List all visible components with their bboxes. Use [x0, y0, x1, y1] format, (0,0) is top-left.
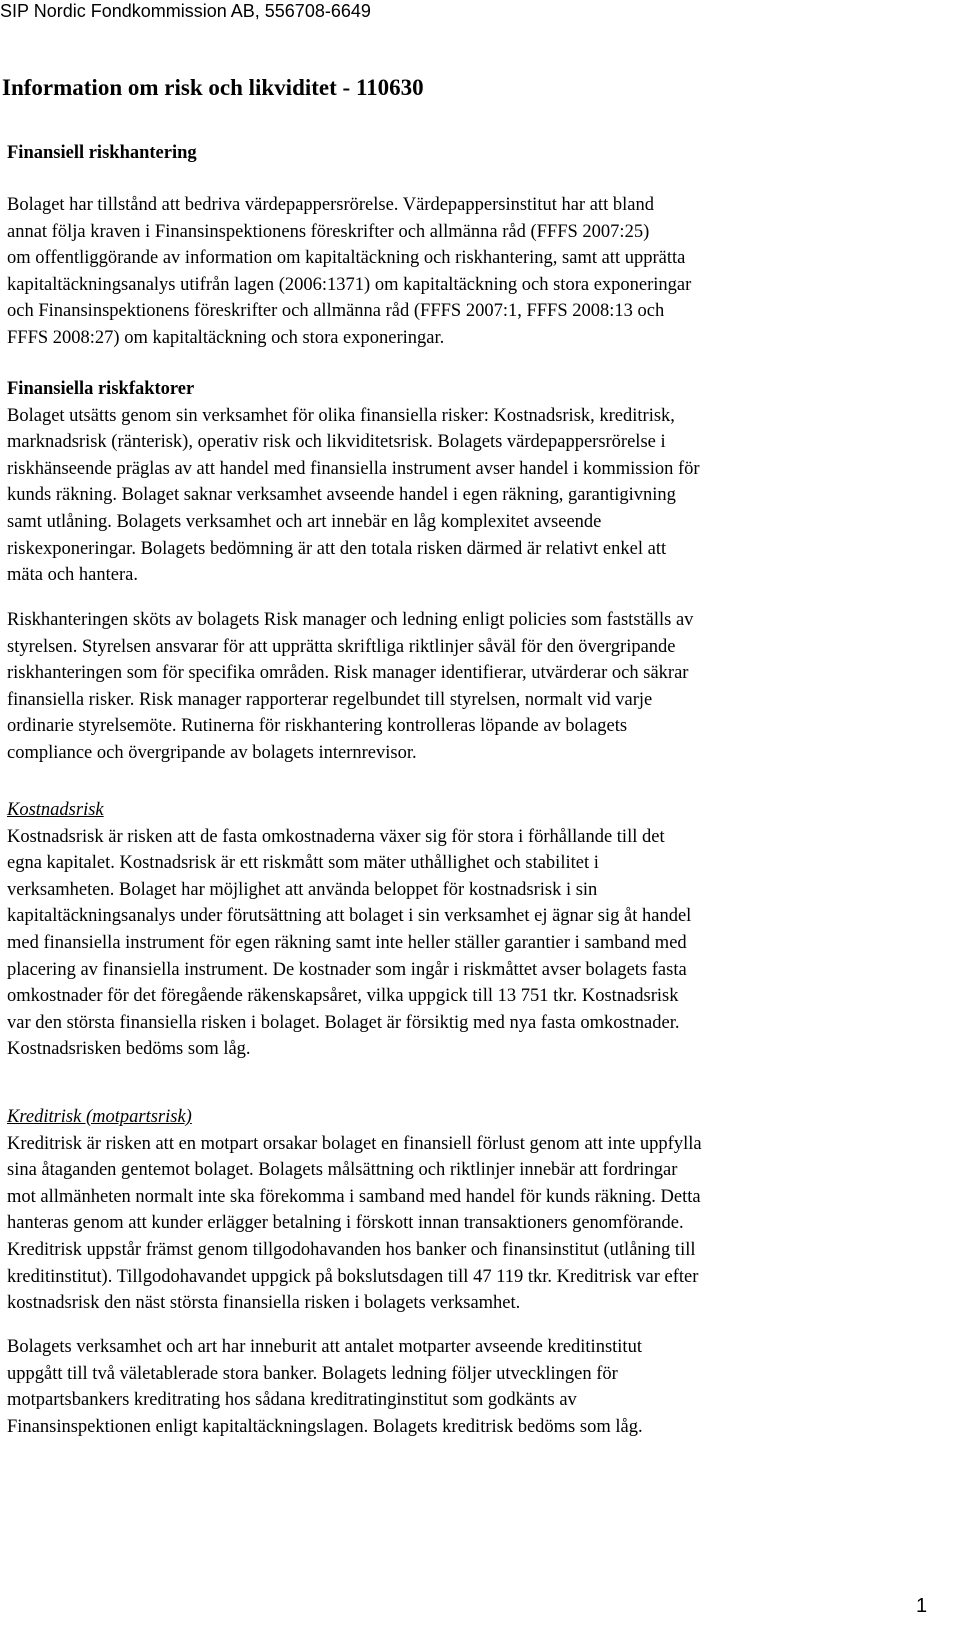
text-line: kostnadsrisk den näst största finansiella risken i bolagets verksamhet.: [7, 1293, 521, 1314]
text-line: riskexponeringar. Bolagets bedömning är att den totala risken därmed är relativt enkel att: [7, 538, 667, 559]
text-line: placering av finansiella instrument. De kostnader som ingår i riskmåttet avser bolagets fasta: [7, 959, 687, 980]
paragraph-intro: [7, 192, 907, 352]
text-line: mäta och hantera.: [7, 565, 138, 586]
text-line: uppgått till två väletablerade stora banker. Bolagets ledning följer utvecklingen för: [7, 1363, 618, 1384]
text-line: ordinarie styrelsemöte. Rutinerna för riskhantering kontrolleras löpande av bolagets: [7, 716, 628, 737]
section-kreditrisk: [7, 1104, 907, 1317]
text-line: styrelsen. Styrelsen ansvarar för att upprätta skriftliga riktlinjer såväl för den övergripande: [7, 636, 676, 657]
text-line: om offentliggörande av information om kapitaltäckning och riskhantering, samt att upprätta: [7, 248, 686, 269]
text-line: Kostnadsrisk är risken att de fasta omkostnaderna växer sig för stora i förhållande till det: [7, 826, 665, 847]
text-line: Bolaget har tillstånd att bedriva värdepappersrörelse. Värdepappersinstitut har att bland: [7, 195, 654, 215]
text-line: och Finansinspektionens föreskrifter och allmänna råd (FFFS 2007:1, FFFS 2008:13 och: [7, 301, 665, 322]
company-header: SIP Nordic Fondkommission AB, 556708-6649: [0, 1, 371, 21]
text-line: kapitaltäckningsanalys under förutsättning att bolaget i sin verksamhet ej ägnar sig åt handel: [7, 906, 692, 927]
section-title-finansiell-riskhantering: Finansiell riskhantering: [7, 143, 197, 163]
text-line: egna kapitalet. Kostnadsrisk är ett riskmått som mäter uthållighet och stabilitet i: [7, 853, 599, 874]
text-line: kapitaltäckningsanalys utifrån lagen (2006:1371) om kapitaltäckning och stora exponeringar: [7, 274, 692, 295]
section-kostnadsrisk: [7, 797, 907, 1063]
text-line: var den största finansiella risken i bolaget. Bolaget är försiktig med nya fasta omkostnader.: [7, 1012, 680, 1033]
text-line: compliance och övergripande av bolagets internrevisor.: [7, 742, 417, 763]
text-line: Bolaget utsätts genom sin verksamhet för olika finansiella risker: Kostnadsrisk, kreditrisk,: [7, 405, 675, 426]
text-line: sina åtaganden gentemot bolaget. Bolagets målsättning och riktlinjer innebär att fordringar: [7, 1160, 678, 1181]
text-line: verksamheten. Bolaget har möjlighet att använda beloppet för kostnadsrisk i sin: [7, 879, 598, 900]
text-line: Finansinspektionen enligt kapitaltäckningslagen. Bolagets kreditrisk bedöms som låg.: [7, 1416, 643, 1437]
text-line: Kostnadsrisken bedöms som låg.: [7, 1039, 251, 1060]
text-line: med finansiella instrument för egen räkning samt inte heller ställer garantier i samband med: [7, 932, 687, 953]
page-number: 1: [916, 1595, 928, 1617]
text-line: riskhanteringen som för specifika områden. Risk manager identifierar, utvärderar och säkrar: [7, 663, 689, 684]
text-line: Kreditrisk är risken att en motpart orsakar bolaget en finansiell förlust genom att inte uppfylla: [7, 1133, 702, 1154]
text-line: annat följa kraven i Finansinspektionens föreskrifter och allmänna råd (FFFS 2007:25): [7, 221, 650, 242]
text-line: Kreditrisk uppstår främst genom tillgodohavanden hos banker och finansinstitut (utlåning till: [7, 1239, 696, 1260]
paragraph-motparter: [7, 1334, 907, 1440]
text-line: omkostnader för det föregående räkenskapsåret, vilka uppgick till 13 751 tkr. Kostnadsrisk: [7, 986, 679, 1007]
text-line: kreditinstitut). Tillgodohavandet uppgick på bokslutsdagen till 47 119 tkr. Kreditrisk var efter: [7, 1266, 699, 1287]
paragraph-riskhantering: [7, 607, 907, 767]
text-line: mot allmänheten normalt inte ska förekomma i samband med handel för kunds räkning. Detta: [7, 1186, 701, 1207]
text-line: riskhänseende präglas av att handel med finansiella instrument avser handel i kommission för: [7, 458, 700, 479]
text-line: Bolagets verksamhet och art har inneburit att antalet motparter avseende kreditinstitut: [7, 1337, 642, 1357]
text-line: kunds räkning. Bolaget saknar verksamhet avseende handel i egen räkning, garantigivning: [7, 485, 676, 506]
text-line: samt utlåning. Bolagets verksamhet och art innebär en låg komplexitet avseende: [7, 511, 602, 532]
section-finansiella-riskfaktorer: [7, 376, 907, 589]
text-line: motpartsbankers kreditrating hos sådana kreditratinginstitut som godkänts av: [7, 1390, 577, 1411]
document-title: Information om risk och likviditet - 110630: [2, 75, 424, 100]
section-heading-kostnadsrisk: Kostnadsrisk: [7, 800, 104, 820]
text-line: finansiella risker. Risk manager rapporterar regelbundet till styrelsen, normalt vid varje: [7, 689, 653, 710]
text-line: FFFS 2008:27) om kapitaltäckning och stora exponeringar.: [7, 327, 445, 348]
section-heading-kreditrisk: Kreditrisk (motpartsrisk): [7, 1107, 192, 1127]
text-line: Riskhanteringen sköts av bolagets Risk manager och ledning enligt policies som fastställs av: [7, 610, 694, 630]
text-line: hanteras genom att kunder erlägger betalning i förskott innan transaktioners genomförande.: [7, 1213, 684, 1234]
section-heading-riskfaktorer: Finansiella riskfaktorer: [7, 379, 195, 399]
text-line: marknadsrisk (ränterisk), operativ risk och likviditetsrisk. Bolagets värdepappersrörelse i: [7, 432, 666, 453]
